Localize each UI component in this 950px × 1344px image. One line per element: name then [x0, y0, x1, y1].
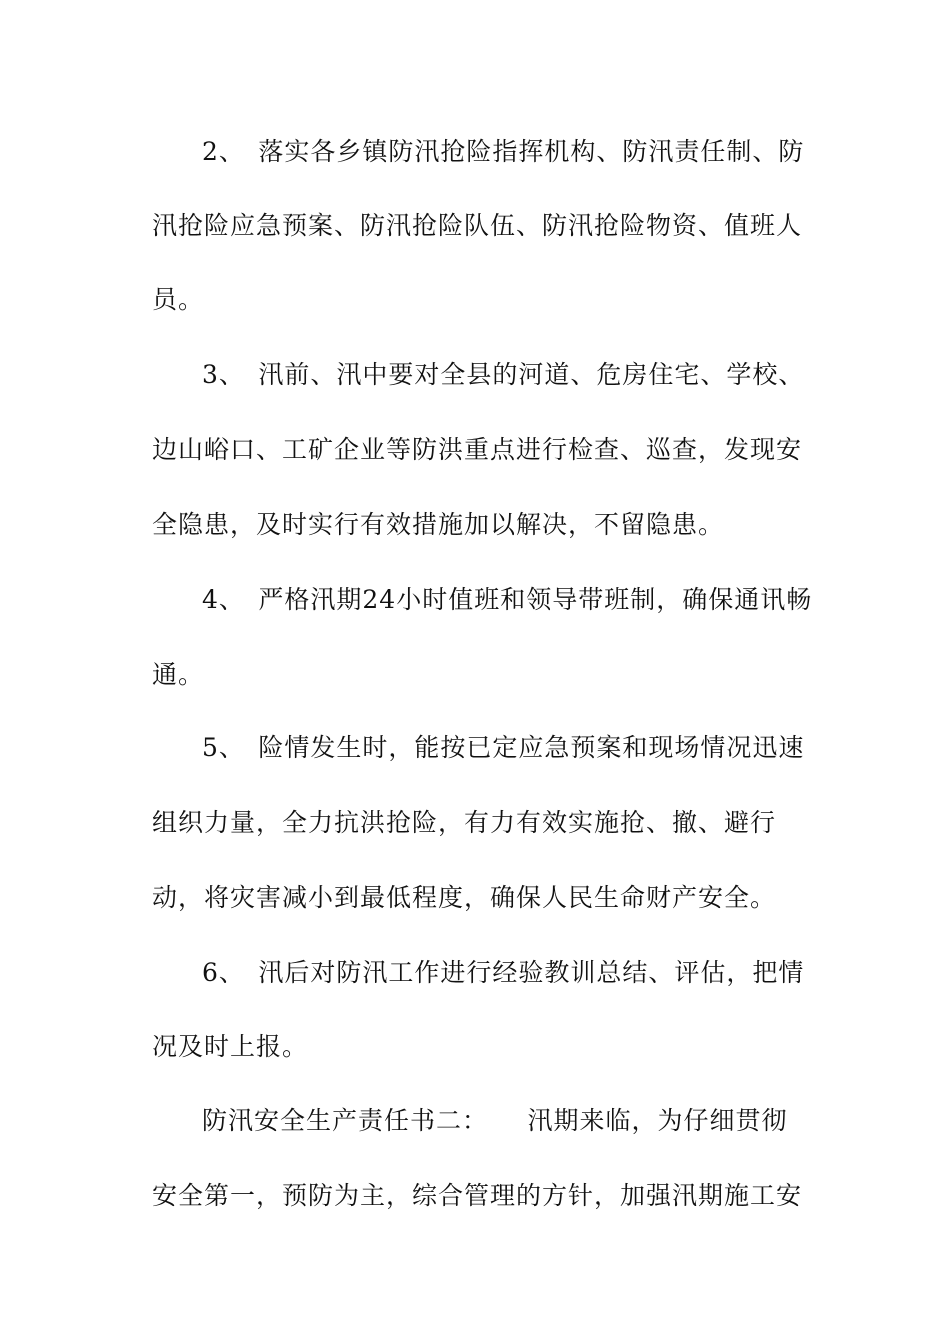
paragraph-line: 5、 险情发生时，能按已定应急预案和现场情况迅速 [202, 733, 805, 762]
paragraph-line: 通。 [152, 660, 205, 689]
paragraph-line: 边山峪口、工矿企业等防洪重点进行检查、巡查，发现安 [152, 435, 803, 464]
paragraph-line: 3、 汛前、汛中要对全县的河道、危房住宅、学校、 [202, 360, 805, 389]
paragraph-line: 动，将灾害减小到最低程度，确保人民生命财产安全。 [152, 883, 777, 912]
paragraph-line: 安全第一，预防为主，综合管理的方针，加强汛期施工安 [152, 1181, 803, 1210]
paragraph-line: 防汛安全生产责任书二： 汛期来临，为仔细贯彻 [202, 1106, 788, 1135]
paragraph-line: 员。 [152, 285, 205, 314]
paragraph-line: 全隐患，及时实行有效措施加以解决，不留隐患。 [152, 510, 725, 539]
paragraph-line: 4、 严格汛期24小时值班和领导带班制，确保通讯畅 [202, 585, 813, 614]
paragraph-line: 2、 落实各乡镇防汛抢险指挥机构、防汛责任制、防 [202, 137, 805, 166]
paragraph-line: 组织力量，全力抗洪抢险，有力有效实施抢、撤、避行 [152, 808, 777, 837]
paragraph-line: 况及时上报。 [152, 1032, 309, 1061]
paragraph-line: 汛抢险应急预案、防汛抢险队伍、防汛抢险物资、值班人 [152, 211, 803, 240]
paragraph-line: 6、 汛后对防汛工作进行经验教训总结、评估，把情 [202, 958, 805, 987]
